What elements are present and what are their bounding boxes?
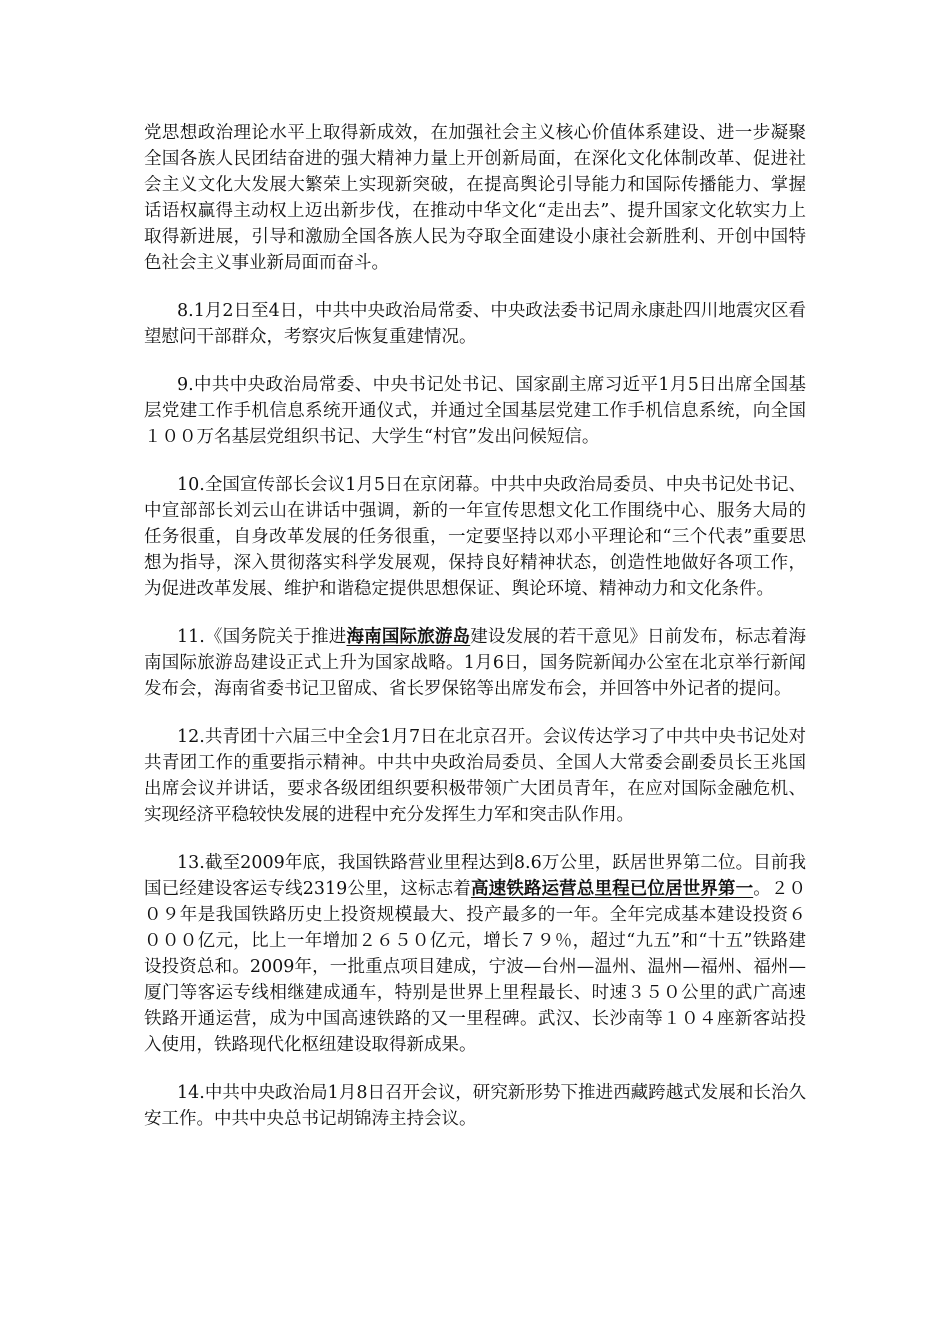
paragraph-item-11-post: 建设发展的若干意见》日前发布，标志着海南国际旅游岛建设正式上升为国家战略。1月6日，国务院新闻办公室在北京举行新闻发布会，海南省委书记卫留成、省长罗保铭等出席发布会，并回答中外记者的提问。 bbox=[144, 627, 807, 699]
paragraph-item-13-pre: 13.截至2009年底，我国铁路营业里程达到8.6万公里，跃居世界第二位。目前我国已经建设客运专线2319公里，这标志着 bbox=[144, 853, 806, 899]
document-page bbox=[144, 120, 806, 1154]
paragraph-item-11 bbox=[144, 624, 806, 702]
paragraph-item-11-pre: 11.《国务院关于推进 bbox=[177, 627, 347, 647]
paragraph-item-13-post: 。２００９年是我国铁路历史上投资规模最大、投产最多的一年。全年完成基本建设投资６０００亿元，比上一年增加２６５０亿元，增长７９％，超过“九五”和“十五”铁路建设投资总和。2009年，一批重点项目建成，宁波—台州—温州、温州—福州、福州—厦门等客运专线相继建成通车，特别是世界上里程最长、时速３５０公里的武广高速铁路开通运营，成为中国高速铁路的又一里程碑。武汉、长沙南等１０４座新客站投入使用，铁路现代化枢纽建设取得新成果。 bbox=[144, 879, 807, 1055]
paragraph-item-13 bbox=[144, 850, 806, 1058]
paragraph-item-10: 10.全国宣传部长会议1月5日在京闭幕。中共中央政治局委员、中央书记处书记、中宣部部长刘云山在讲话中强调，新的一年宣传思想文化工作围绕中心、服务大局的任务很重，自身改革发展的任务很重，一定要坚持以邓小平理论和“三个代表”重要思想为指导，深入贯彻落实科学发展观，保持良好精神状态，创造性地做好各项工作，为促进改革发展、维护和谐稳定提供思想保证、舆论环境、精神动力和文化条件。 bbox=[144, 475, 806, 599]
paragraph-continued: 党思想政治理论水平上取得新成效，在加强社会主义核心价值体系建设、进一步凝聚全国各族人民团结奋进的强大精神力量上开创新局面，在深化文化体制改革、促进社会主义文化大发展大繁荣上实现新突破，在提高舆论引导能力和国际传播能力、掌握话语权赢得主动权上迈出新步伐，在推动中华文化“走出去”、提升国家文化软实力上取得新进展，引导和激励全国各族人民为夺取全面建设小康社会新胜利、开创中国特色社会主义事业新局面而奋斗。 bbox=[144, 123, 806, 273]
highlight-hainan-tourism-island: 海南国际旅游岛 bbox=[346, 627, 471, 647]
highlight-high-speed-rail: 高速铁路运营总里程已位居世界第一 bbox=[470, 879, 754, 899]
paragraph-item-9: 9.中共中央政治局常委、中央书记处书记、国家副主席习近平1月5日出席全国基层党建工作手机信息系统开通仪式，并通过全国基层党建工作手机信息系统，向全国１００万名基层党组织书记、大学生“村官”发出问候短信。 bbox=[144, 375, 806, 447]
paragraph-item-14: 14.中共中央政治局1月8日召开会议，研究新形势下推进西藏跨越式发展和长治久安工作。中共中央总书记胡锦涛主持会议。 bbox=[144, 1083, 806, 1129]
paragraph-item-12: 12.共青团十六届三中全会1月7日在北京召开。会议传达学习了中共中央书记处对共青团工作的重要指示精神。中共中央政治局委员、全国人大常委会副委员长王兆国出席会议并讲话，要求各级团组织要积极带领广大团员青年，在应对国际金融危机、实现经济平稳较快发展的进程中充分发挥生力军和突击队作用。 bbox=[144, 727, 806, 825]
paragraph-item-8: 8.1月2日至4日，中共中央政治局常委、中央政法委书记周永康赴四川地震灾区看望慰问干部群众，考察灾后恢复重建情况。 bbox=[144, 301, 806, 347]
